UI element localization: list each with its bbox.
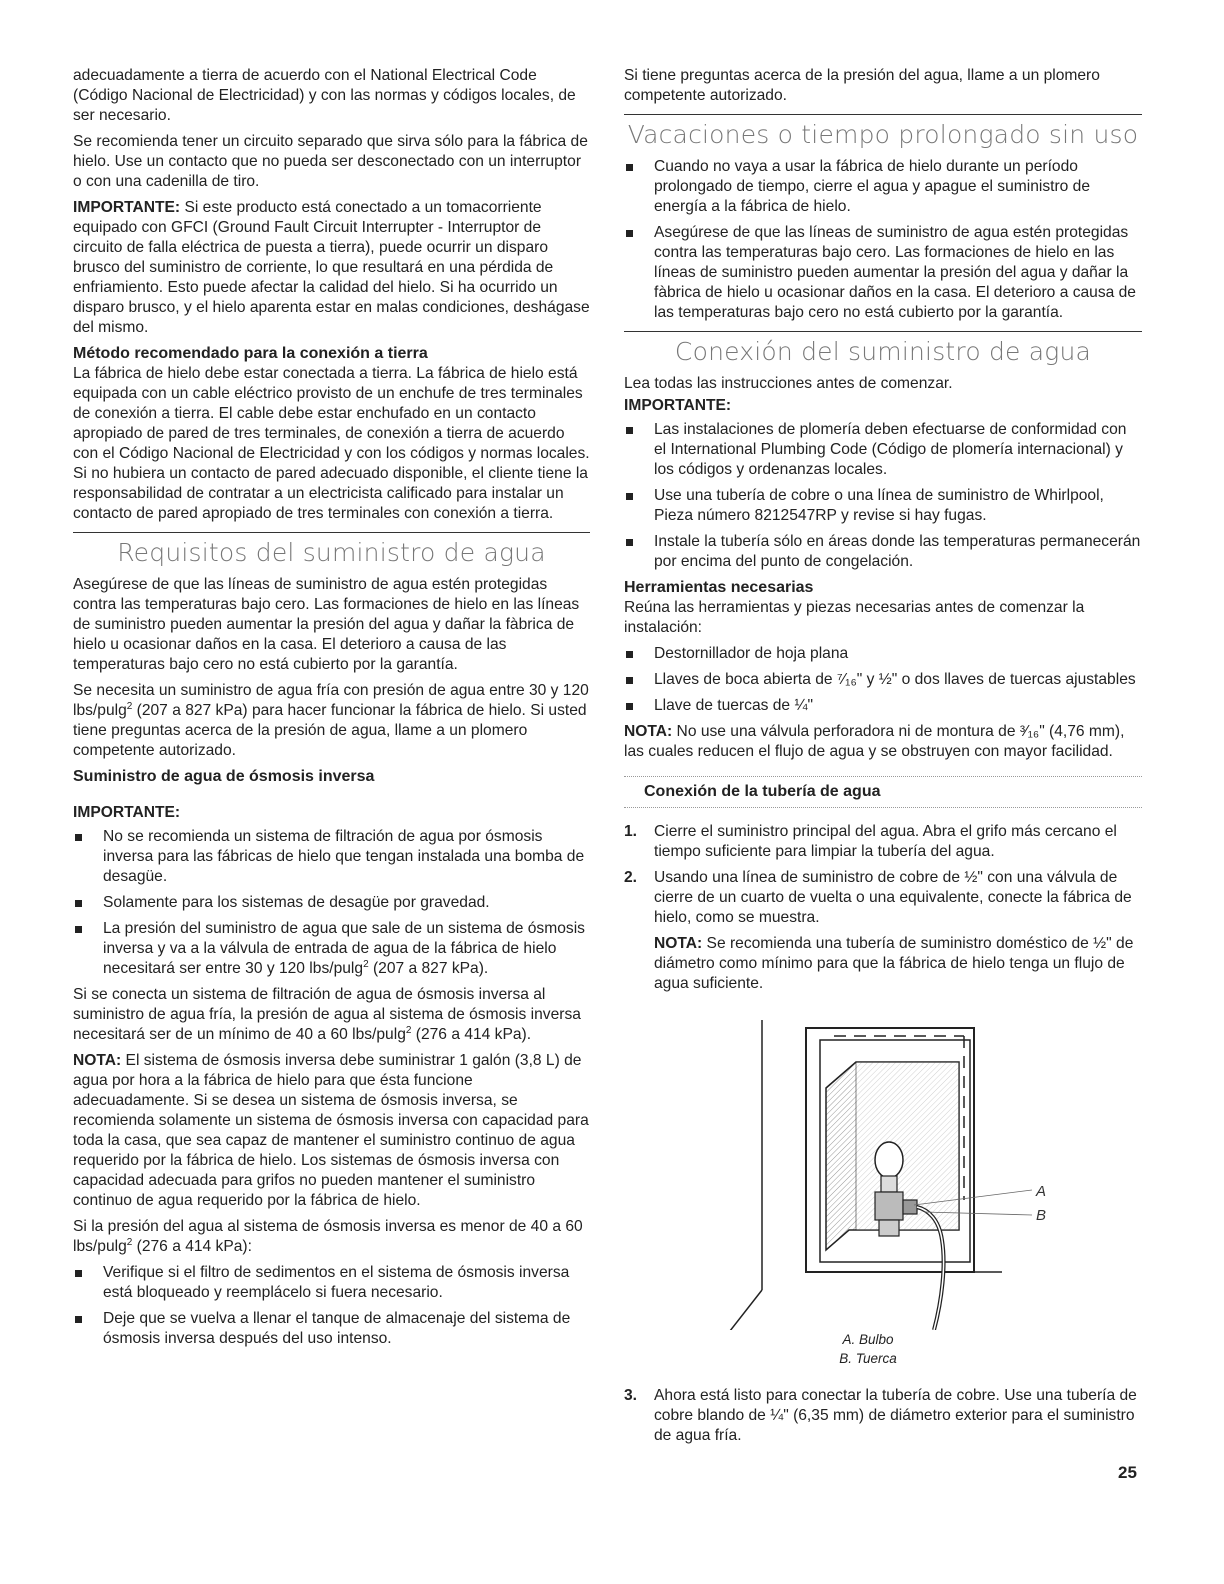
divider <box>624 331 1142 332</box>
right-column <box>624 66 1142 1452</box>
list-item: Verifique si el filtro de sedimentos en el sistema de ósmosis inversa está bloqueado y reemplácelo si fuera necesario. <box>73 1263 590 1303</box>
label-a: A <box>1036 1183 1047 1200</box>
section-heading-grounding: Método recomendado para la conexión a tierra <box>73 345 428 362</box>
bullet-icon <box>626 677 633 684</box>
list-item: Las instalaciones de plomería deben efectuarse de conformidad con el International Plumbing Code (Código de plomería internacional) y los códigos y ordenanzas locales. <box>624 420 1142 480</box>
subsection-heading-pipe-connection: Conexión de la tubería de agua <box>624 776 1142 808</box>
step-1: 1. Cierre el suministro principal del agua. Abra el grifo más cercano el tiempo suficiente para limpiar la tubería del agua. <box>624 823 1117 860</box>
bullet-icon <box>626 493 633 500</box>
section-heading-tools: Herramientas necesarias <box>624 579 814 596</box>
list-item: Deje que se vuelva a llenar el tanque de almacenaje del sistema de ósmosis inversa después del uso intenso. <box>73 1309 590 1349</box>
bullet-icon <box>626 539 633 546</box>
important-label: IMPORTANTE: <box>73 199 181 216</box>
water-connection-figure <box>624 1000 1142 1330</box>
list-item: No se recomienda un sistema de filtración de agua por ósmosis inversa para las fábricas de hielo que tengan instalada una bomba de desagüe. <box>73 827 590 887</box>
paragraph: Lea todas las instrucciones antes de comenzar. <box>624 375 953 392</box>
list-item: Llaves de boca abierta de ⁷⁄₁₆" y ½" o dos llaves de tuercas ajustables <box>624 670 1142 690</box>
bullet-list <box>73 827 590 979</box>
valve-stem <box>881 1176 897 1192</box>
bullet-icon <box>75 926 82 933</box>
figure-caption-b: B. Tuerca <box>839 1351 897 1366</box>
list-item: Asegúrese de que las líneas de suministro de agua estén protegidas contra las temperaturas bajo cero. Las formaciones de hielo en las líneas de suministro pueden aumentar la presión del agua y dañar la fàbrica de hielo u ocasionar daños en la casa. El deterioro a causa de las temperaturas bajo cero no está cubierto por la garantía. <box>624 223 1142 323</box>
list-item: Instale la tubería sólo en áreas donde las temperaturas permanecerán por encima del punto de congelación. <box>624 532 1142 572</box>
important-text: Si este producto está conectado a un tomacorriente equipado con GFCI (Ground Fault Circuit Interrupter - Interruptor de circuito de falla eléctrica de puesta a tierra), puede ocurrir un disparo brusco del suministro de corriente, lo que resultará en una pérdida de enfriamiento. Esto puede afectar la calidad del hielo. Si ha ocurrido un disparo brusco, y el hielo aparenta estar en malas condiciones, deshágase del mismo. <box>73 199 590 336</box>
numbered-list <box>624 822 1142 994</box>
nut <box>903 1200 917 1214</box>
section-title-vacation: Vacaciones o tiempo prolongado sin uso <box>627 120 1139 149</box>
valve-body <box>875 1192 903 1220</box>
step-3: 3. Ahora está listo para conectar la tubería de cobre. Use una tubería de cobre blando de ¼" (6,35 mm) de diámetro exterior para el suministro de agua fría. <box>624 1387 1137 1444</box>
note-label: NOTA: <box>624 723 673 740</box>
important-label: IMPORTANTE: <box>73 804 181 821</box>
list-item: La presión del suministro de agua que sale de un sistema de ósmosis inversa y va a la válvula de entrada de agua de la fábrica de hielo necesitará ser entre 30 y 120 lbs/pulg$^2$ (207 a 827 kPa). <box>73 919 590 979</box>
figure-caption-a: A. Bulbo <box>842 1332 894 1347</box>
numbered-list <box>624 1386 1142 1446</box>
left-column <box>73 66 590 1355</box>
valve-handle <box>875 1142 903 1178</box>
bullet-icon <box>626 230 633 237</box>
bullet-list <box>624 157 1142 323</box>
bullet-list <box>624 644 1142 716</box>
bullet-icon <box>75 900 82 907</box>
bullet-icon <box>626 703 633 710</box>
paragraph <box>73 198 590 338</box>
bullet-list <box>624 420 1142 572</box>
list-item: Destornillador de hoja plana <box>624 644 1142 664</box>
label-b: B <box>1036 1207 1047 1224</box>
paragraph: Si se conecta un sistema de filtración de agua de ósmosis inversa al suministro de agua fría, la presión de agua al sistema de ósmosis inversa necesitará ser de un mínimo de 40 a 60 lbs/pulg$^2$ (276 a 414 kPa). <box>73 986 581 1043</box>
section-title-water-connection: Conexión del suministro de agua <box>674 337 1092 366</box>
bullet-icon <box>75 1270 82 1277</box>
bullet-icon <box>626 164 633 171</box>
valve-base <box>879 1220 899 1236</box>
list-item: Solamente para los sistemas de desagüe por gravedad. <box>73 893 590 913</box>
bullet-icon <box>626 427 633 434</box>
step-2: 2. Usando una línea de suministro de cobre de ½" con una válvula de cierre de un cuarto de vuelta o una equivalente, conecte la fábrica de hielo, como se muestra. NOTA: Se recomienda una tubería de suministro doméstico de ½" de diámetro como mínimo para que la fábrica de hielo tenga un flujo de agua suficiente. <box>624 868 1142 994</box>
page-number: 25 <box>1118 1463 1137 1482</box>
paragraph: NOTA: El sistema de ósmosis inversa debe suministrar 1 galón (3,8 L) de agua por hora a la fábrica de hielo para que ésta funcione adecuadamente. Si se desea un sistema de ósmosis inversa, se recomienda solamente un sistema de ósmosis inversa con capacidad para toda la casa, que sea capaz de mantener el suministro continuo de agua requerido por la fábrica de hielo. Los sistemas de ósmosis inversa con capacidad adecuada para grifos no pueden mantener el suministro continuo de agua requerido por la fábrica de hielo. <box>73 1052 589 1209</box>
list-item: Use una tubería de cobre o una línea de suministro de Whirlpool, Pieza número 8212547RP y revise si hay fugas. <box>624 486 1142 526</box>
bullet-list <box>73 1263 590 1349</box>
ice-maker-diagram <box>624 1000 1142 1330</box>
divider <box>73 532 590 533</box>
list-item: Cuando no vaya a usar la fábrica de hielo durante un período prolongado de tiempo, cierre el agua y apague el suministro de energía a la fábrica de hielo. <box>624 157 1142 217</box>
paragraph: Asegúrese de que las líneas de suministro de agua estén protegidas contra las temperaturas bajo cero. Las formaciones de hielo en las líneas de suministro pueden aumentar la presión del agua y dañar la fàbrica de hielo u ocasionar daños en la casa. El deterioro a causa de las temperaturas bajo cero no está cubierto por la garantía. <box>73 576 580 673</box>
paragraph: Reúna las herramientas y piezas necesarias antes de comenzar la instalación: <box>624 599 1085 636</box>
floor-line <box>719 1290 762 1330</box>
bullet-icon <box>626 651 633 658</box>
section-heading-reverse-osmosis: Suministro de agua de ósmosis inversa <box>73 768 375 785</box>
paragraph: adecuadamente a tierra de acuerdo con el National Electrical Code (Código Nacional de Electricidad) y con las normas y códigos locales, de ser necesario. <box>73 67 576 124</box>
paragraph: Se necesita un suministro de agua fría con presión de agua entre 30 y 120 lbs/pulg$^2$ (207 a 827 kPa) para hacer funcionar la fábrica de hielo. Si usted tiene preguntas acerca de la presión de agua, llame a un plomero competente autorizado. <box>73 682 589 759</box>
list-item: Llave de tuercas de ¼" <box>624 696 1142 716</box>
paragraph: NOTA: No use una válvula perforadora ni de montura de ³⁄₁₆" (4,76 mm), las cuales reducen el flujo de agua y se obstruyen con mayor facilidad. <box>624 723 1125 760</box>
important-label: IMPORTANTE: <box>624 397 732 414</box>
bullet-icon <box>75 834 82 841</box>
section-title-water-requirements: Requisitos del suministro de agua <box>117 538 546 567</box>
note-label: NOTA: <box>73 1052 122 1069</box>
step-2-note: NOTA: Se recomienda una tubería de suministro doméstico de ½" de diámetro como mínimo para que la fábrica de hielo tenga un flujo de agua suficiente. <box>654 935 1134 992</box>
paragraph: Si tiene preguntas acerca de la presión del agua, llame a un plomero competente autorizado. <box>624 67 1100 104</box>
paragraph: Se recomienda tener un circuito separado que sirva sólo para la fábrica de hielo. Use un contacto que no pueda ser desconectado con un interruptor o con una cadenilla de tiro. <box>73 133 588 190</box>
bullet-icon <box>75 1316 82 1323</box>
divider <box>624 114 1142 115</box>
paragraph: La fábrica de hielo debe estar conectada a tierra. La fábrica de hielo está equipada con un cable eléctrico provisto de un enchufe de tres terminales de conexión a tierra. El cable debe estar enchufado en un contacto apropiado de pared de tres terminales, de conexión a tierra de acuerdo con el Código Nacional de Electricidad y con los códigos y normas locales. Si no hubiera un contacto de pared adecuado disponible, el cliente tiene la responsabilidad de contratar a un electricista calificado para instalar un contacto de pared apropiado de tres terminales con conexión a tierra. <box>73 365 590 522</box>
paragraph: Si la presión del agua al sistema de ósmosis inversa es menor de 40 a 60 lbs/pulg$^2$ (276 a 414 kPa): <box>73 1218 583 1255</box>
